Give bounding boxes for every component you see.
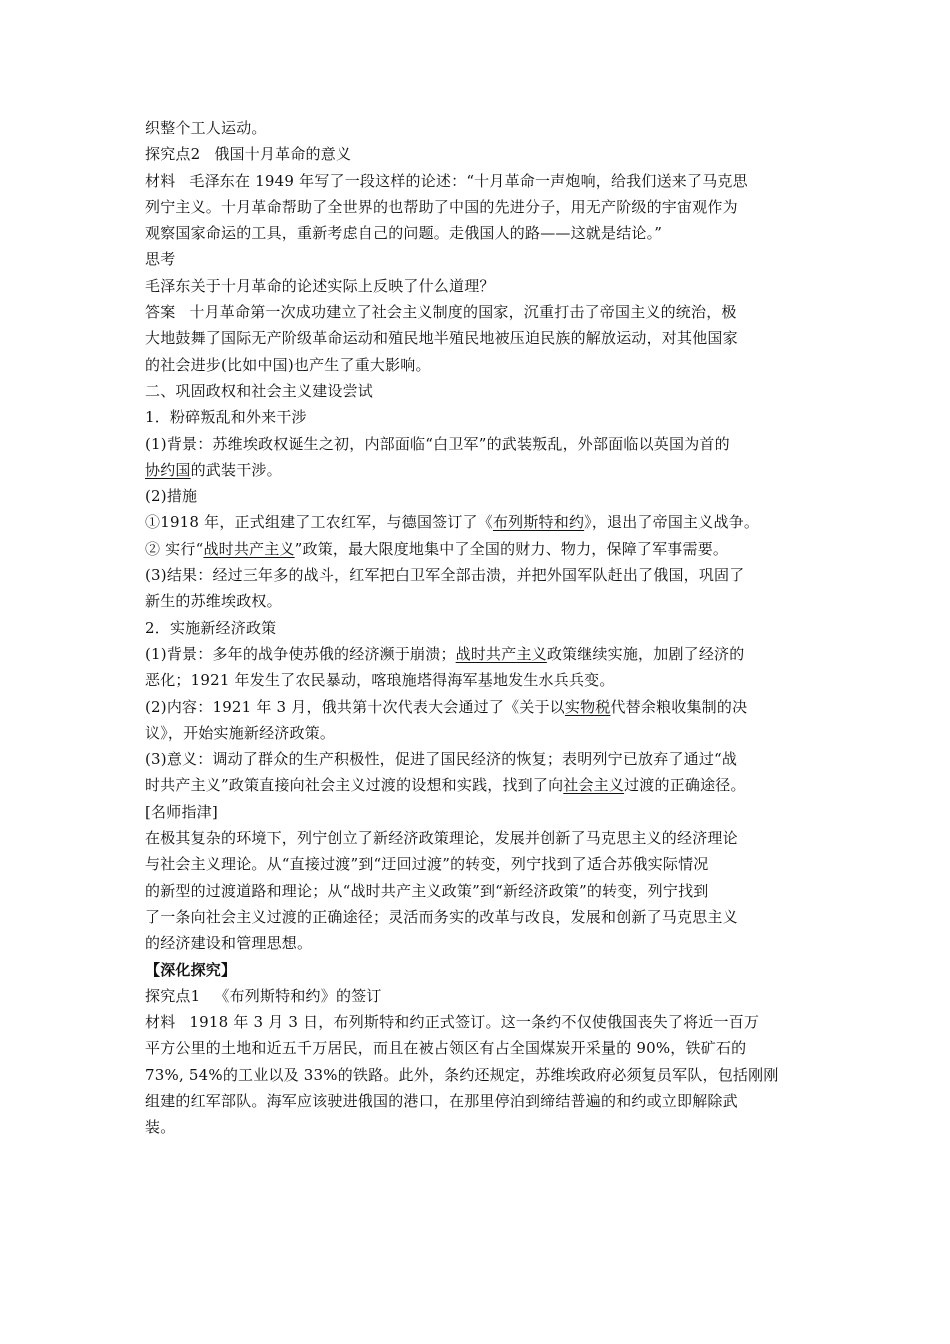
text-line bbox=[145, 509, 815, 535]
material-text: 毛泽东在 1949 年写了一段这样的论述：“十月革命一声炮响，给我们送来了马克思 bbox=[189, 171, 748, 190]
underlined-term: 协约国 bbox=[145, 460, 191, 479]
text-line: 的经济建设和管理思想。 bbox=[145, 934, 313, 953]
material-label: 材料 bbox=[145, 1013, 176, 1032]
section-heading-explore-2 bbox=[145, 141, 815, 167]
material-line bbox=[145, 1009, 815, 1035]
text-segment: (1)背景：多年的战争使苏俄的经济濒于崩溃； bbox=[145, 644, 456, 663]
text-segment: ①1918 年，正式组建了工农红军，与德国签订了《 bbox=[145, 513, 493, 532]
text-line bbox=[145, 641, 815, 667]
subheading-1: 1．粉碎叛乱和外来干涉 bbox=[145, 408, 307, 427]
text-line: 73%, 54%的工业以及 33%的铁路。此外，条约还规定，苏维埃政府必须复员军队，包括刚刚 bbox=[145, 1065, 779, 1084]
text-line bbox=[145, 457, 815, 483]
text-line bbox=[145, 694, 815, 720]
material-label: 材料 bbox=[145, 171, 176, 190]
answer-text: 十月革命第一次成功建立了社会主义制度的国家，沉重打击了帝国主义的统治，极 bbox=[189, 303, 737, 322]
text-segment: (2)内容：1921 年 3 月，俄共第十次代表大会通过了《关于以 bbox=[145, 697, 565, 716]
answer-label: 答案 bbox=[145, 303, 176, 322]
section-heading-2: 二、巩固政权和社会主义建设尝试 bbox=[145, 381, 374, 400]
subheading-2: 2．实施新经济政策 bbox=[145, 618, 277, 637]
underlined-term: 实物税 bbox=[564, 697, 611, 716]
material-text: 1918 年 3 月 3 日，布列斯特和约正式签订。这一条约不仅使俄国丧失了将近一百万 bbox=[189, 1013, 760, 1032]
text-line: (1)背景：苏维埃政权诞生之初，内部面临“白卫军”的武装叛乱，外部面临以英国为首的 bbox=[145, 434, 730, 453]
text-line: 在极其复杂的环境下，列宁创立了新经济政策理论，发展并创新了马克思主义的经济理论 bbox=[145, 829, 738, 848]
text-segment: 》，退出了帝国主义战争。 bbox=[584, 513, 760, 532]
question-line: 毛泽东关于十月革命的论述实际上反映了什么道理？ bbox=[145, 276, 495, 295]
heading-label: 探究点2 bbox=[145, 145, 201, 164]
text-segment: 代替余粮收集制的决 bbox=[610, 697, 748, 716]
heading-title: 俄国十月革命的意义 bbox=[214, 145, 352, 164]
underlined-term: 战时共产主义 bbox=[203, 539, 295, 558]
text-segment: 的武装干涉。 bbox=[190, 460, 282, 479]
text-segment: 时共产主义”政策直接向社会主义过渡的设想和实践，找到了向 bbox=[145, 776, 564, 795]
section-heading-explore-1 bbox=[145, 983, 815, 1009]
text-line: 的社会进步(比如中国)也产生了重大影响。 bbox=[145, 355, 431, 374]
text-line: 列宁主义。十月革命帮助了全世界的也帮助了中国的先进分子，用无产阶级的宇宙观作为 bbox=[145, 197, 738, 216]
material-line bbox=[145, 168, 815, 194]
text-segment: ② 实行“ bbox=[145, 539, 204, 558]
text-line: 组建的红军部队。海军应该驶进俄国的港口，在那里停泊到缔结普遍的和约或立即解除武 bbox=[145, 1091, 738, 1110]
text-line: 了一条向社会主义过渡的正确途径；灵活而务实的改革与改良，发展和创新了马克思主义 bbox=[145, 907, 738, 926]
text-line: 新生的苏维埃政权。 bbox=[145, 592, 282, 611]
text-line: 议》，开始实施新经济政策。 bbox=[145, 723, 336, 742]
underlined-term: 社会主义 bbox=[563, 776, 625, 795]
answer-line bbox=[145, 299, 815, 325]
text-line: (3)意义：调动了群众的生产积极性，促进了国民经济的恢复；表明列宁已放弃了通过“战 bbox=[145, 750, 738, 769]
document-body bbox=[145, 115, 815, 1141]
text-segment: ”政策，最大限度地集中了全国的财力、物力，保障了军事需要。 bbox=[294, 539, 729, 558]
text-line: 的新型的过渡道路和理论；从“战时共产主义政策”到“新经济政策”的转变，列宁找到 bbox=[145, 881, 709, 900]
heading-title: 《布列斯特和约》的签订 bbox=[214, 986, 382, 1005]
text-line: 与社会主义理论。从“直接过渡”到“迂回过渡”的转变，列宁找到了适合苏俄实际情况 bbox=[145, 855, 709, 874]
text-line: (2)措施 bbox=[145, 487, 198, 506]
heading-label: 探究点1 bbox=[145, 986, 201, 1005]
text-line: 恶化；1921 年发生了农民暴动，喀琅施塔得海军基地发生水兵兵变。 bbox=[145, 671, 615, 690]
text-line: 装。 bbox=[145, 1118, 176, 1137]
text-line bbox=[145, 536, 815, 562]
underlined-term: 布列斯特和约 bbox=[492, 513, 585, 532]
text-line: 平方公里的土地和近五千万居民，而且在被占领区有占全国煤炭开采量的 90%，铁矿石的 bbox=[145, 1039, 747, 1058]
think-heading: 思考 bbox=[145, 250, 176, 269]
text-line: 织整个工人运动。 bbox=[145, 119, 267, 137]
underlined-term: 战时共产主义 bbox=[455, 644, 547, 663]
text-line: (3)结果：经过三年多的战斗，红军把白卫军全部击溃，并把外国军队赶出了俄国，巩固了 bbox=[145, 566, 745, 585]
text-line bbox=[145, 772, 815, 798]
teacher-tip-heading: [名师指津] bbox=[145, 802, 218, 821]
deepen-explore-heading: 【深化探究】 bbox=[145, 960, 237, 979]
text-line: 大地鼓舞了国际无产阶级革命运动和殖民地半殖民地被压迫民族的解放运动，对其他国家 bbox=[145, 329, 738, 348]
text-segment: 政策继续实施，加剧了经济的 bbox=[546, 644, 745, 663]
text-segment: 过渡的正确途径。 bbox=[624, 776, 746, 795]
text-line: 观察国家命运的工具，重新考虑自己的问题。走俄国人的路——这就是结论。” bbox=[145, 224, 663, 243]
